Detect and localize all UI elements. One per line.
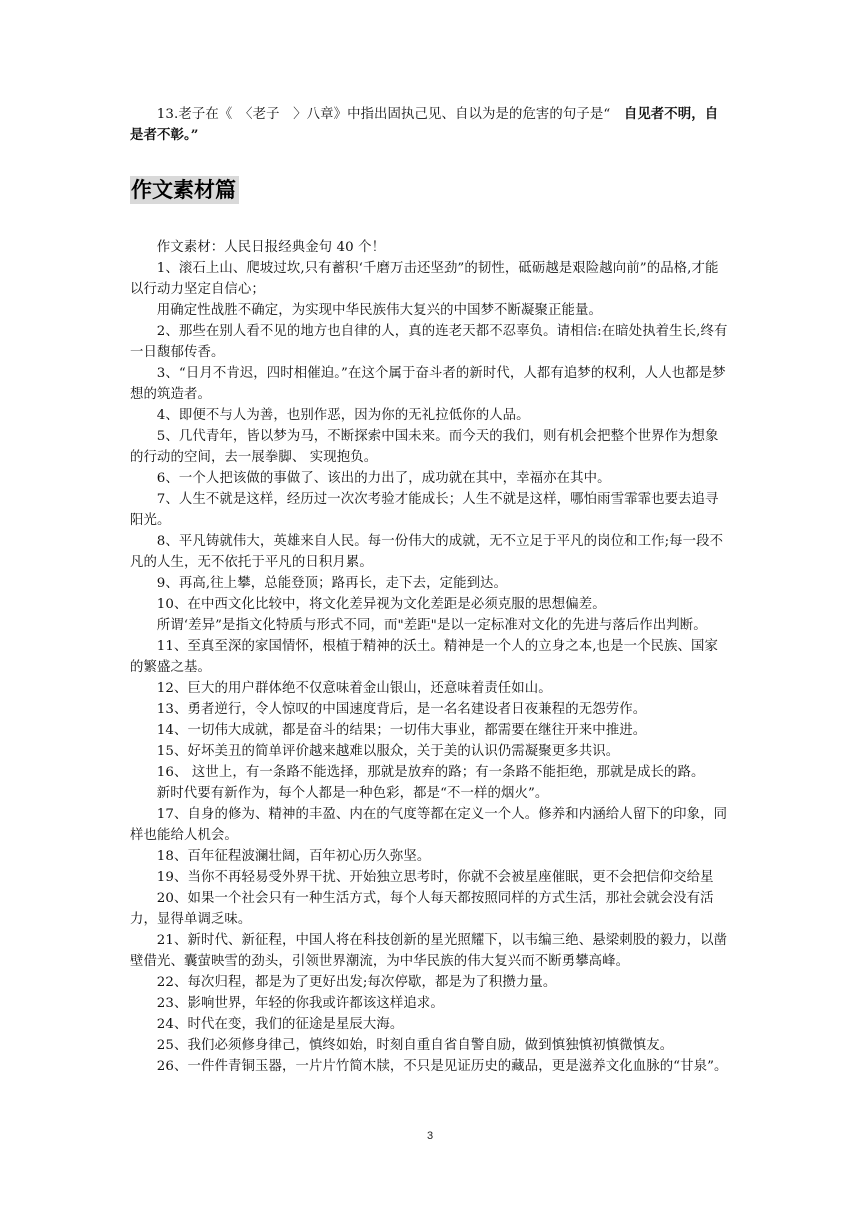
paragraph: 所谓‘差异”是指文化特质与形式不同，而"差距"是以一定标准对文化的先进与落后作出判断。 (156, 618, 707, 633)
paragraph: 20、如果一个社会只有一种生活方式，每个人每天都按照同样的方式生活，那社会就会没有活力，显得单调乏味。 (130, 891, 714, 927)
question-13 (130, 104, 730, 146)
paragraph: 24、时代在变，我们的征途是星辰大海。 (156, 1017, 404, 1032)
page-number: 3 (426, 1130, 434, 1142)
paragraph: 11、至真至深的家国情怀，根植于精神的沃土。精神是一个人的立身之本,也是一个民族、国家的繁盛之基。 (130, 639, 719, 675)
paragraph: 5、几代青年，皆以梦为马，不断探索中国未来。而今天的我们，则有机会把整个世界作为想象的行动的空间，去一展拳脚、 实现抱负。 (130, 429, 719, 465)
paragraph: 新时代要有新作为，每个人都是一种色彩，都是“不一样的烟火”。 (156, 786, 549, 801)
question-13-answer: 自见者不明，自是者不彰。” (130, 106, 719, 143)
paragraph: 16、 这世上，有一条路不能选择，那就是放弃的路；有一条路不能拒绝，那就是成长的路。 (156, 765, 705, 780)
paragraph: 25、我们必须修身律己，慎终如始，时刻自重自省自警自励，做到慎独慎初慎微慎友。 (156, 1038, 674, 1053)
essay-material-content (130, 237, 730, 1077)
paragraph: 1、滚石上山、爬坡过坎,只有蓄积‘千磨万击还坚劲”的韧性，砥砺越是艰险越向前”的品格,才能以行动力坚定自信心； (130, 261, 719, 297)
paragraph: 8、平凡铸就伟大，英雄来自人民。每一份伟大的成就，无不立足于平凡的岗位和工作;每一段不凡的人生，无不依托于平凡的日积月累。 (130, 534, 724, 570)
paragraph: 14、一切伟大成就，都是奋斗的结果；一切伟大事业，都需要在继往开来中推进。 (156, 723, 647, 738)
paragraph: 19、当你不再轻易受外界干扰、开始独立思考时，你就不会被星座催眠，更不会把信仰交给星 (156, 870, 714, 885)
paragraph: 7、人生不就是这样，经历过一次次考验才能成长；人生不就是这样，哪怕雨雪霏霏也要去追寻阳光。 (130, 492, 719, 528)
question-13-text: 13.老子在《 〈老子 〉八章》中指出固执己见、自以为是的危害的句子是“ (156, 107, 624, 122)
paragraph: 15、好坏美丑的简单评价越来越难以服众，关于美的认识仍需凝聚更多共识。 (156, 744, 620, 759)
paragraph: 用确定性战胜不确定，为实现中华民族伟大复兴的中国梦不断凝聚正能量。 (156, 303, 602, 318)
paragraph: 26、一件件青铜玉器，一片片竹简木牍，不只是见证历史的藏品，更是滋养文化血脉的“甘泉”。 (156, 1059, 728, 1074)
paragraph: 22、每次归程，都是为了更好出发;每次停歇，都是为了积攒力量。 (156, 975, 557, 990)
paragraph: 9、再高,往上攀，总能登顶；路再长，走下去，定能到达。 (156, 576, 508, 591)
paragraph: 6、一个人把该做的事做了、该出的力出了，成功就在其中，幸福亦在其中。 (156, 471, 611, 486)
paragraph: 作文素材：人民日报经典金句 40 个！ (156, 240, 386, 255)
paragraph: 2、那些在别人看不见的地方也自律的人，真的连老天都不忍辜负。请相信:在暗处执着生长,终有一日馥郁传香。 (130, 324, 728, 360)
paragraph: 23、影响世界，年轻的你我或许都该这样追求。 (156, 996, 444, 1011)
paragraph: 4、即便不与人为善，也别作恶，因为你的无礼拉低你的人品。 (156, 408, 530, 423)
paragraph: 10、在中西文化比较中，将文化差异视为文化差距是必须克服的思想偏差。 (156, 597, 606, 612)
paragraph: 21、新时代、新征程，中国人将在科技创新的星光照耀下，以韦编三绝、悬梁刺股的毅力，以凿壁借光、囊萤映雪的劲头，引领世界潮流，为中华民族的伟大复兴而不断勇攀高峰。 (130, 933, 728, 969)
paragraph: 13、勇者逆行，令人惊叹的中国速度背后，是一名名建设者日夜兼程的无怨劳作。 (156, 702, 647, 717)
question-13-paragraph (130, 104, 730, 146)
paragraph: 3、“日月不肯迟，四时相催迫。”在这个属于奋斗者的新时代，人都有追梦的权利，人人也都是梦想的筑造者。 (130, 366, 726, 402)
paragraph: 18、百年征程波澜壮阔，百年初心历久弥坚。 (156, 849, 431, 864)
paragraph: 17、自身的修为、精神的丰盈、内在的气度等都在定义一个人。修养和内涵给人留下的印象，同样也能给人机会。 (130, 807, 728, 843)
paragraph: 12、巨大的用户群体绝不仅意味着金山银山，还意味着责任如山。 (156, 681, 552, 696)
section-heading: 作文素材篇 (130, 176, 239, 204)
